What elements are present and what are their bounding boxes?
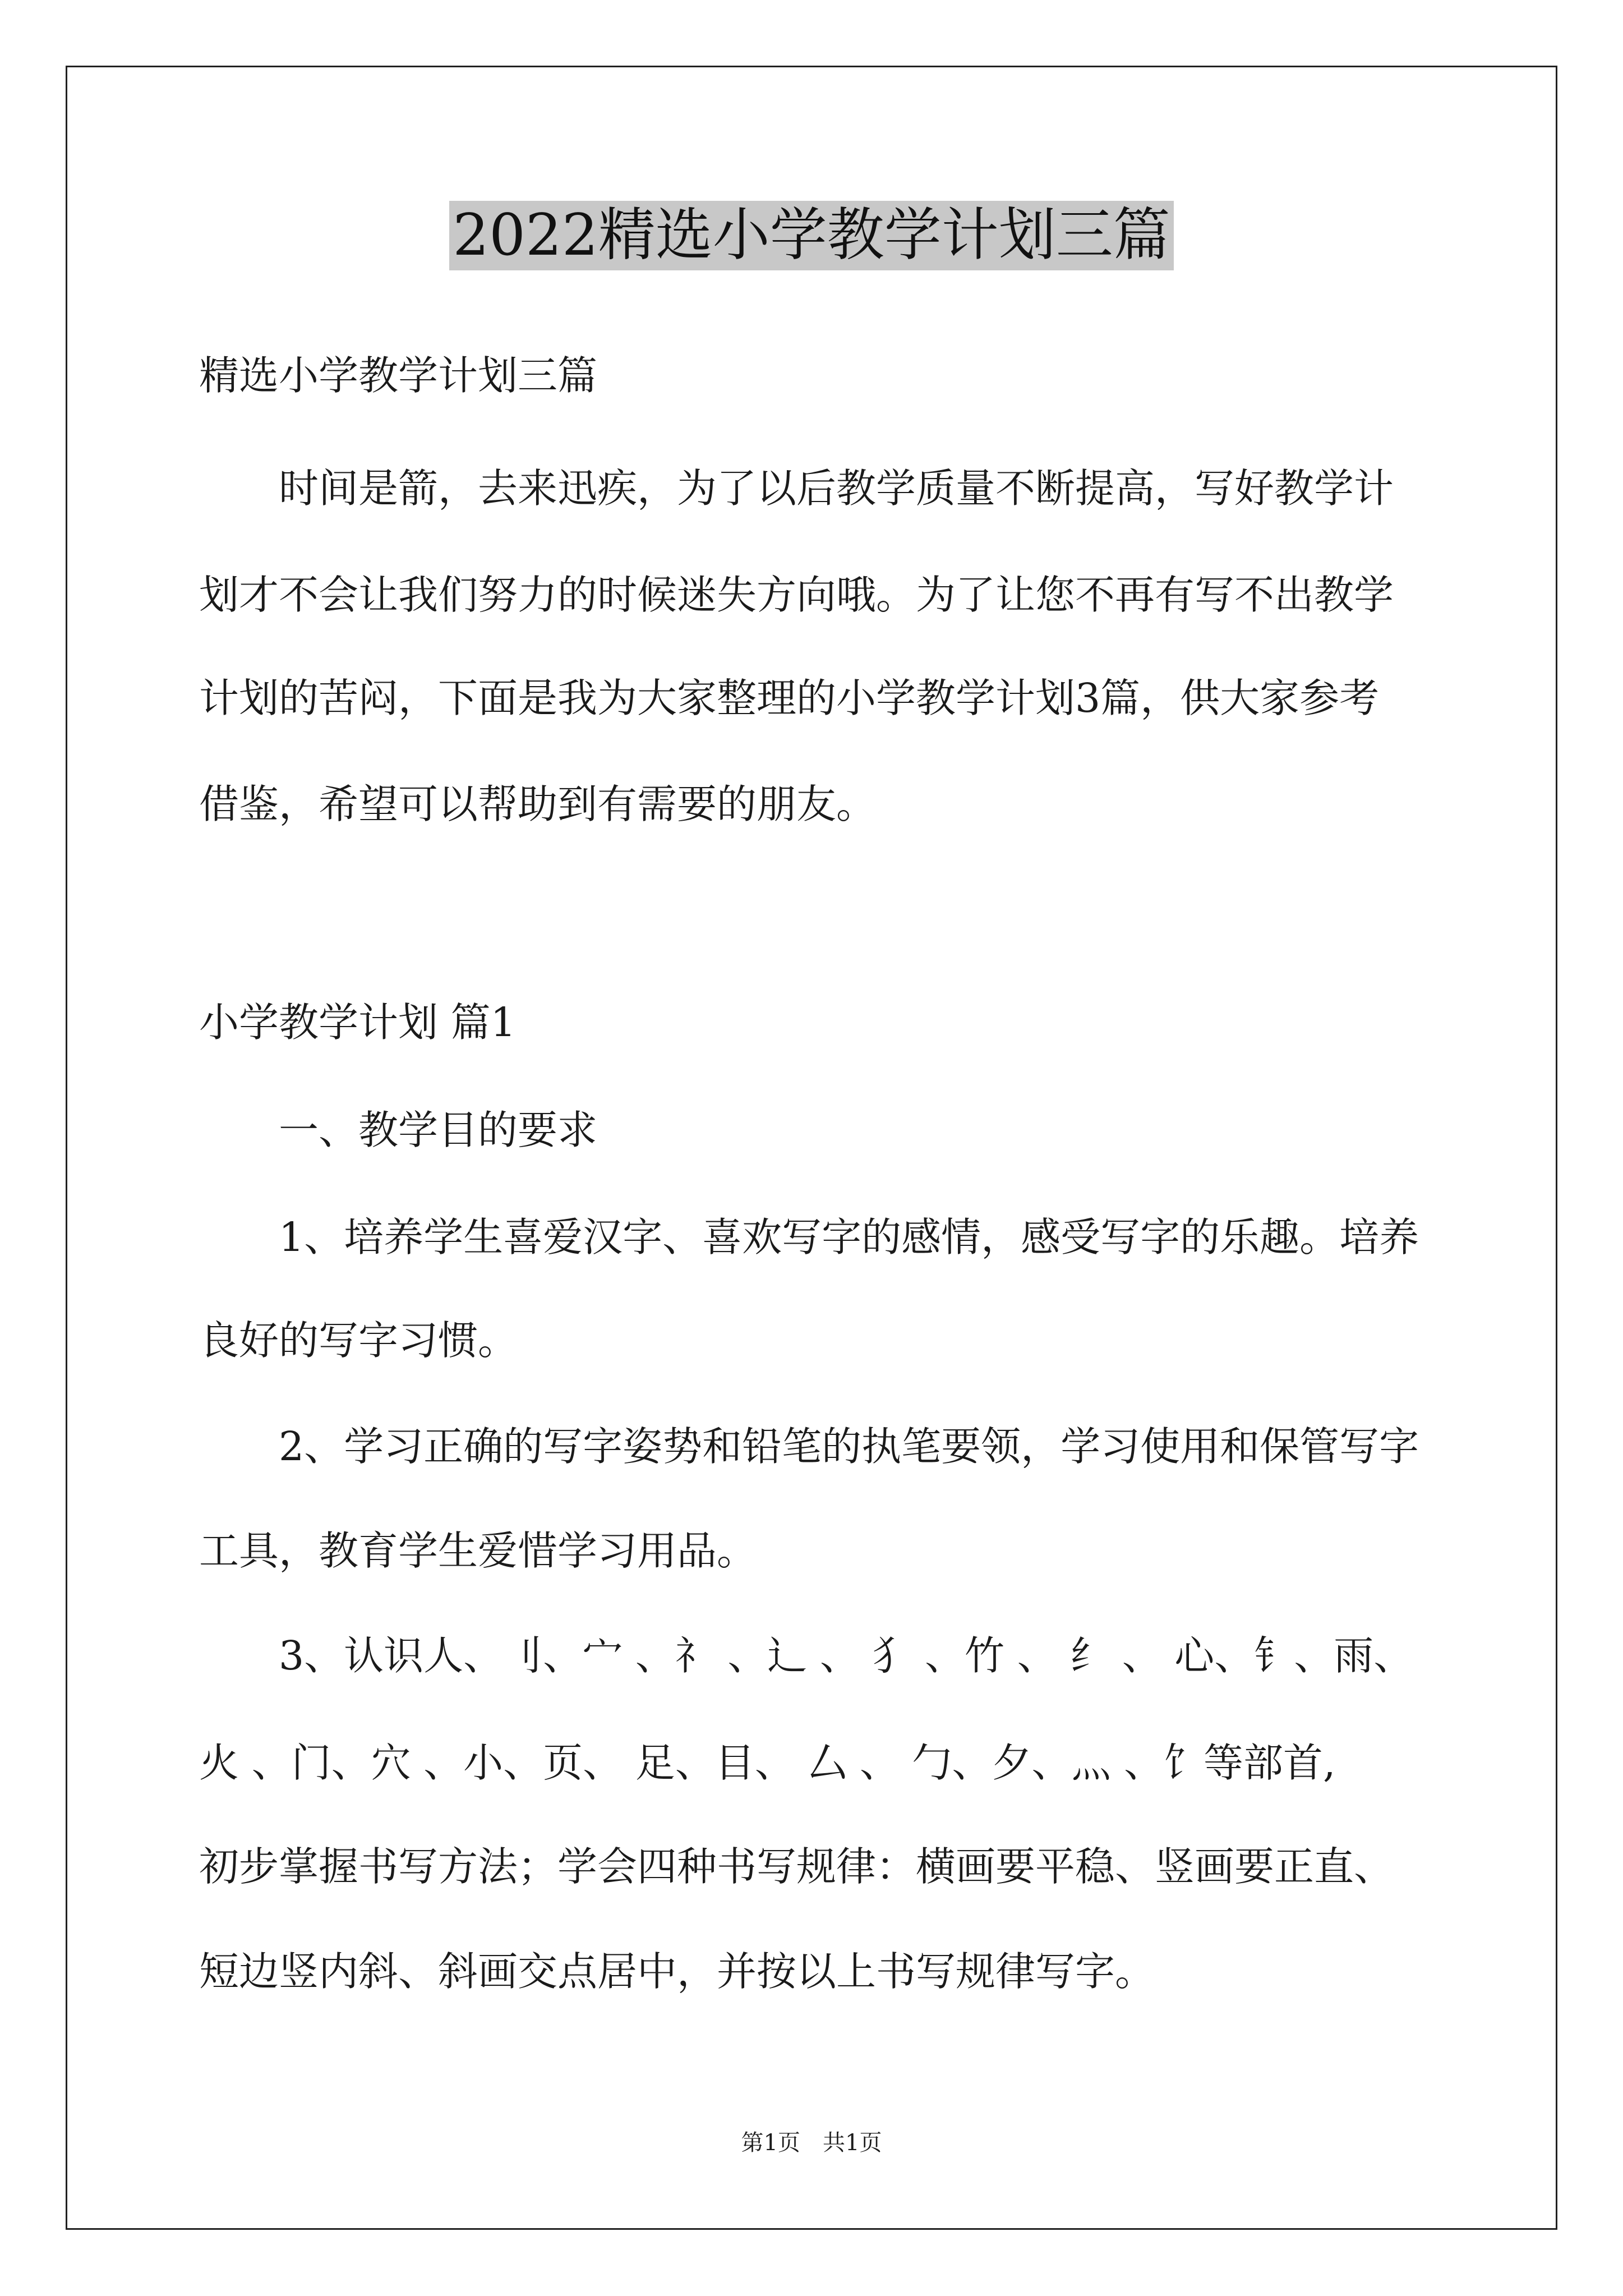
- page-total: 共1页: [823, 2130, 882, 2156]
- item-1-line-2: 良好的写字习惯。: [199, 1317, 518, 1364]
- item-2-line-1: 2、学习正确的写字姿势和铅笔的执笔要领，学习使用和保管写字: [279, 1423, 1419, 1470]
- subtitle-line: 精选小学教学计划三篇: [199, 352, 598, 399]
- intro-line-1: 时间是箭，去来迅疾，为了以后教学质量不断提高，写好教学计: [279, 465, 1394, 512]
- item-3-line-3: 初步掌握书写方法；学会四种书写规律：横画要平稳、竖画要正直、: [199, 1843, 1394, 1890]
- document-title: [0, 201, 1623, 270]
- item-1-line-1: 1、培养学生喜爱汉字、喜欢写字的感情，感受写字的乐趣。培养: [279, 1214, 1419, 1260]
- page-footer: [0, 2129, 1623, 2157]
- goal-heading: 一、教学目的要求: [279, 1107, 598, 1153]
- item-3-line-4: 短边竖内斜、斜画交点居中，并按以上书写规律写字。: [199, 1948, 1155, 1995]
- item-3-line-1: 3、认识人、刂、宀 、礻 、辶 、 犭 、竹 、 纟 、 心、钅、雨、: [279, 1632, 1414, 1679]
- intro-line-3: 计划的苦闷，下面是我为大家整理的小学教学计划3篇，供大家参考: [199, 675, 1380, 721]
- document-title-text: 2022精选小学教学计划三篇: [449, 201, 1174, 270]
- intro-line-2: 划才不会让我们努力的时候迷失方向哦。为了让您不再有写不出教学: [199, 572, 1394, 618]
- item-2-line-2: 工具，教育学生爱惜学习用品。: [199, 1527, 757, 1574]
- intro-line-4: 借鉴，希望可以帮助到有需要的朋友。: [199, 781, 877, 827]
- section-heading: 小学教学计划 篇1: [199, 999, 516, 1046]
- page-number: 第1页: [741, 2130, 800, 2156]
- item-3-line-2: 火 、门、穴 、小、页、 足、目、 厶 、 勹、夕、灬 、饣等部首,: [199, 1740, 1336, 1786]
